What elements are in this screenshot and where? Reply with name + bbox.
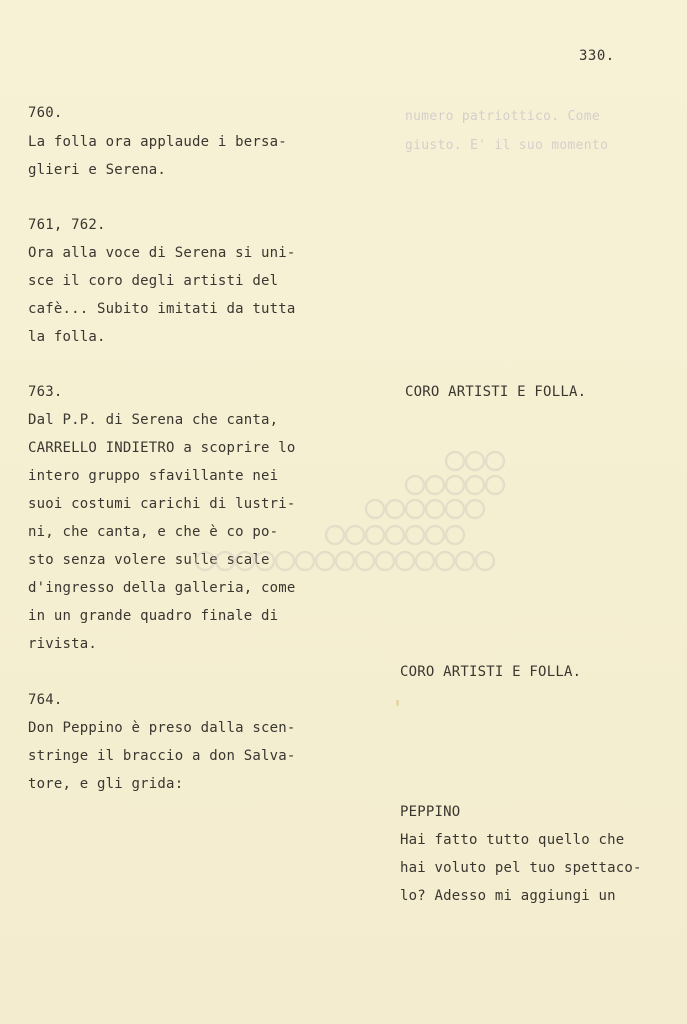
- archive-stamp-watermark: [175, 447, 520, 579]
- shot-description-line: la folla.: [28, 329, 106, 345]
- bleed-through-text: giusto. E' il suo momento: [405, 138, 609, 153]
- paper-speck: [396, 700, 399, 706]
- shot-description-line: cafè... Subito imitati da tutta: [28, 301, 296, 317]
- shot-description-line: rivista.: [28, 636, 98, 652]
- audio-cue: CORO ARTISTI E FOLLA.: [405, 384, 587, 400]
- shot-number: 760.: [28, 105, 63, 121]
- shot-description-line: in un grande quadro finale di: [28, 608, 279, 624]
- shot-number: 763.: [28, 384, 63, 400]
- shot-description-line: d'ingresso della galleria, come: [28, 580, 296, 596]
- shot-description-line: Ora alla voce di Serena si uni-: [28, 245, 296, 261]
- shot-description-line: CARRELLO INDIETRO a scoprire lo: [28, 440, 296, 456]
- dialogue-line: hai voluto pel tuo spettaco-: [400, 860, 642, 876]
- shot-description-line: Dal P.P. di Serena che canta,: [28, 412, 279, 428]
- dialogue-line: lo? Adesso mi aggiungi un: [400, 888, 616, 904]
- shot-number: 761, 762.: [28, 217, 106, 233]
- shot-description-line: La folla ora applaude i bersa-: [28, 134, 287, 150]
- shot-number: 764.: [28, 692, 63, 708]
- shot-description-line: tore, e gli grida:: [28, 776, 184, 792]
- shot-description-line: Don Peppino è preso dalla scen-: [28, 720, 296, 736]
- shot-description-line: sce il coro degli artisti del: [28, 273, 279, 289]
- shot-description-line: suoi costumi carichi di lustri-: [28, 496, 296, 512]
- bleed-through-text: numero patriottico. Come: [405, 109, 601, 124]
- shot-description-line: sto senza volere sulle scale: [28, 552, 270, 568]
- dialogue-line: Hai fatto tutto quello che: [400, 832, 625, 848]
- shot-description-line: ni, che canta, e che è co po-: [28, 524, 279, 540]
- audio-cue: CORO ARTISTI E FOLLA.: [400, 664, 582, 680]
- shot-description-line: stringe il braccio a don Salva-: [28, 748, 296, 764]
- character-name: PEPPINO: [400, 804, 461, 820]
- page-number: 330.: [579, 48, 615, 64]
- shot-description-line: glieri e Serena.: [28, 162, 167, 178]
- shot-description-line: intero gruppo sfavillante nei: [28, 468, 279, 484]
